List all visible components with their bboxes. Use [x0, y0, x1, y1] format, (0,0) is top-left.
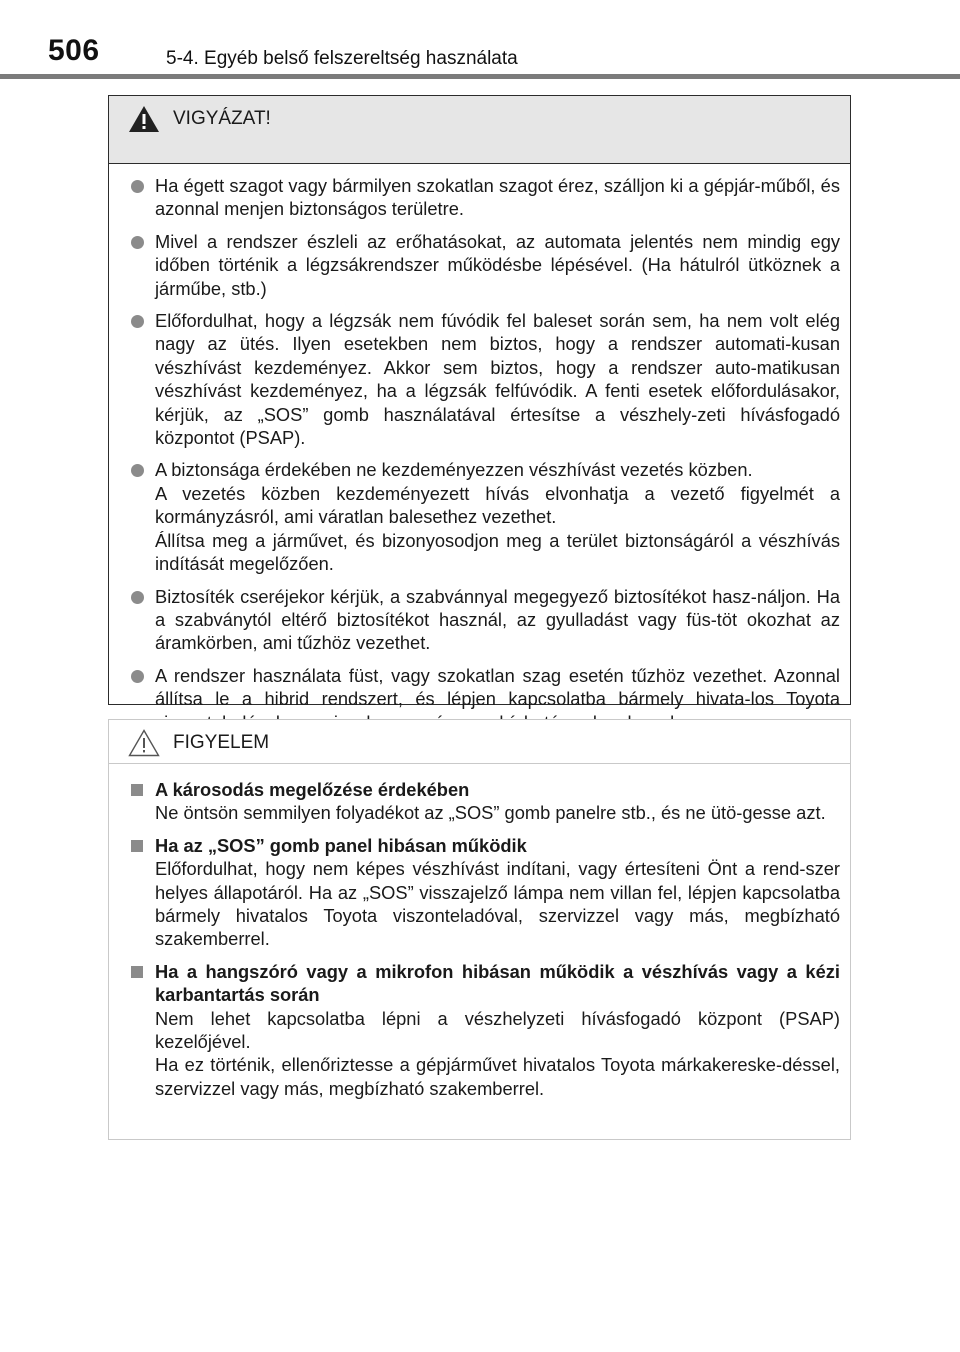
bullet-dot-icon — [131, 591, 144, 604]
section-title: 5-4. Egyéb belső felszereltség használata — [166, 48, 518, 69]
warning-triangle-filled-icon — [127, 104, 161, 139]
item-text — [155, 585, 840, 655]
item-paragraph: Nem lehet kapcsolatba lépni a vészhelyzeti hívásfogadó központ (PSAP) kezelőjével. — [155, 1007, 840, 1053]
item-paragraph: Állítsa meg a járművet, és bizonyosodjon meg a terület biztonságáról a vészhívás indítását megelőzően. — [155, 529, 840, 575]
item-text — [155, 230, 840, 300]
item-text — [155, 309, 840, 449]
item-paragraph: A biztonsága érdekében ne kezdeményezzen vészhívást vezetés közben. — [155, 459, 753, 481]
header-rule — [0, 74, 960, 79]
notice-box-header — [109, 720, 850, 764]
item-paragraph: A rendszer használata füst, vagy szokatlan szag esetén tűzhöz vezethet. Azonnal állítsa le a hibrid rendszert, és lépjen kapcsolatba bármely hivata-los Toyota — [155, 664, 840, 710]
list-item — [131, 960, 840, 1100]
warning-triangle-outline-icon — [127, 728, 161, 763]
bullet-dot-icon — [131, 180, 144, 193]
list-item — [131, 174, 840, 221]
warning-box-header — [109, 96, 850, 164]
bullet-dot-icon — [131, 315, 144, 328]
warning-box — [108, 95, 851, 710]
list-item — [131, 834, 840, 951]
bullet-dot-icon — [131, 236, 144, 249]
bullet-square-icon — [131, 784, 143, 796]
notice-box — [108, 719, 851, 1140]
list-item — [131, 309, 840, 449]
warning-items — [109, 164, 850, 734]
bullet-dot-icon — [131, 464, 144, 477]
item-heading: Ha a hangszóró vagy a mikrofon hibásan működik a vészhívás vagy a kézi karbantartás során — [155, 960, 840, 1006]
page-number: 506 — [48, 34, 100, 67]
item-text — [155, 960, 840, 1100]
item-paragraph: Biztosíték cseréjekor kérjük, a szabvánnyal megegyező biztosítékot hasz-náljon. Ha a szabványtól eltérő biztosítékot használ, az gyulladást vagy füs-töt okozhat az áramkörben, ami tűzhöz vezethet. — [155, 585, 840, 654]
list-item — [131, 458, 840, 575]
item-paragraph: Előfordulhat, hogy nem képes vészhívást indítani, vagy értesíteni Önt a rend-szer helyes állapotáról. Ha az „SOS” visszajelző lámpa nem villan fel, lépjen kapcsolatba bármely hivatalos Toyota viszonteladóval, szervizzel vagy más, megbízható szakemberrel. — [155, 858, 840, 950]
bullet-square-icon — [131, 840, 143, 852]
item-paragraph: A vezetés közben kezdeményezett hívás elvonhatja a vezető figyelmét a kormányzásról, ami váratlan balesethez vezethet. — [155, 482, 840, 528]
item-text — [155, 778, 840, 825]
notice-items — [109, 764, 850, 1100]
item-heading: A károsodás megelőzése érdekében — [155, 779, 470, 800]
item-paragraph: Ne öntsön semmilyen folyadékot az „SOS” gomb panelre stb., és ne ütö-gesse azt. — [155, 802, 826, 824]
bullet-dot-icon — [131, 670, 144, 683]
list-item — [131, 778, 840, 825]
notice-box-title: FIGYELEM — [173, 732, 270, 753]
warning-box-title: VIGYÁZAT! — [173, 108, 271, 129]
item-paragraph: Ha ez történik, ellenőriztesse a gépjárművet hivatalos Toyota márkakereske-déssel, szervizzel vagy más, megbízható szakemberrel. — [155, 1054, 840, 1099]
item-text — [155, 834, 840, 951]
item-paragraph: Előfordulhat, hogy a légzsák nem fúvódik fel baleset során sem, ha nem volt elég nagy az ütés. Ilyen esetekben nem biztos, hogy a rendszer automati-kusan vészhívást kezdeményez. Akkor sem biztos, hogy a rendszer auto-matikusan vészhívást kezdeményez, ha a légzsák felfúvódik. A fenti esetek előfordulásakor, kérjük, az „SOS” gomb használatával értesítse a vészhely-zeti hívásfogadó központot (PSAP). — [155, 310, 840, 449]
page-header — [0, 0, 960, 78]
item-text — [155, 174, 840, 221]
item-text — [155, 458, 840, 575]
bullet-square-icon — [131, 966, 143, 978]
item-paragraph: Mivel a rendszer észleli az erőhatásokat, az automata jelentés nem mindig egy időben történik a légzsákrendszer működésbe lépésével. (Ha hátulról ütköznek a járműbe, stb.) — [155, 230, 840, 299]
item-paragraph: Ha égett szagot vagy bármilyen szokatlan szagot érez, szálljon ki a gépjár-műből, és azonnal menjen biztonságos területre. — [155, 175, 840, 220]
item-heading: Ha az „SOS” gomb panel hibásan működik — [155, 834, 527, 856]
list-item — [131, 230, 840, 300]
list-item — [131, 585, 840, 655]
